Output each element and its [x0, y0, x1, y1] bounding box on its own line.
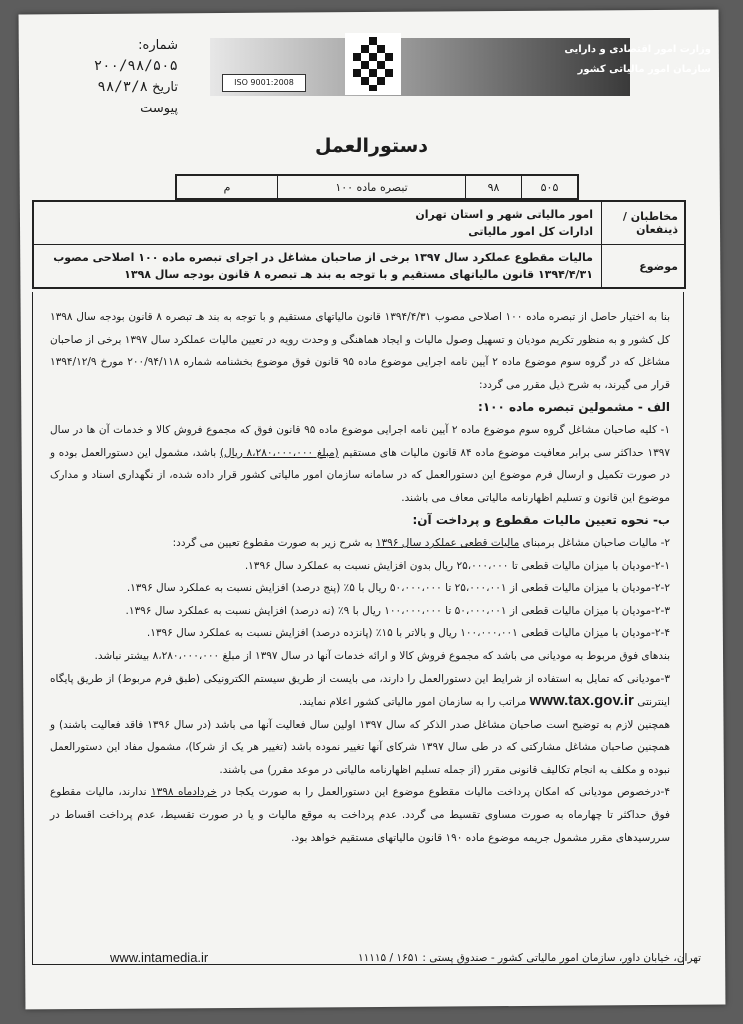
recipients-row — [34, 202, 684, 245]
letter-date: ۹۸/۳/۸ — [97, 79, 148, 95]
date-label: تاریخ — [152, 80, 178, 95]
b2-text: ۲- مالیات صاحبان مشاغل برمبنای — [519, 536, 670, 549]
letter-reference — [58, 35, 178, 119]
ref-subject: تبصره ماده ۱۰۰ — [277, 176, 465, 198]
paragraph-b3 — [50, 668, 670, 714]
letter-number: ۲۰۰/۹۸/۵۰۵ — [93, 58, 178, 74]
metadata-table — [32, 200, 686, 289]
subject-label: موضوع — [601, 245, 684, 287]
subject-row — [34, 245, 684, 287]
number-label: شماره: — [138, 38, 178, 53]
reference-table — [175, 174, 579, 200]
ministry-name: وزارت امور اقتصادی و دارایی — [564, 44, 711, 55]
ref-type: م — [223, 180, 231, 194]
b2-text-end: به شرح زیر به صورت مقطوع تعیین می گردد: — [172, 536, 376, 549]
clause-2-2: ۲-۲-مودیان با میزان مالیات قطعی از ۲۵،۰۰۰،۰۰۱ تا ۵۰،۰۰۰،۰۰۰ ریال با ۵٪ (پنج درصد) افزایش نسبت به عملکرد سال ۱۳۹۶. — [126, 582, 670, 595]
paragraph-a1 — [50, 419, 670, 509]
clause-2-4: ۲-۴-مودیان با میزان مالیات قطعی ۱۰۰،۰۰۰،۰۰۱ ریال و بالاتر با ۱۵٪ (پانزده درصد) افزایش نسبت به عملکرد سال ۱۳۹۶. — [146, 627, 670, 640]
a1-text-end: باشد، مشمول این دستورالعمل بوده و در صورت تکمیل و ارسال فرم موضوع این دستورالعمل که در سامانه سازمان امور مالیاتی کشور قرار داده شده، از نگهداری اسناد و مدارک موضوع این قانون و تسلیم اظهارنامه مالیاتی معاف می باشند. — [50, 446, 670, 504]
recipient-item: ادارات کل امور مالیاتی — [468, 225, 593, 238]
clause-2-note: بندهای فوق مربوط به مودیانی می باشد که مجموع فروش کالا و ارائه خدمات آنها در سال ۱۳۹۷ از مبلغ ۸،۲۸۰،۰۰۰،۰۰۰ بیشتر نباشد. — [94, 649, 670, 662]
clause-2-1: ۲-۱-مودیان با میزان مالیات قطعی تا ۲۵،۰۰۰،۰۰۰ ریال بدون افزایش نسبت به عملکرد سال ۱۳۹۶. — [244, 559, 670, 572]
document-body — [50, 306, 670, 849]
recipient-item: امور مالیاتی شهر و استان تهران — [415, 208, 593, 221]
tax-website-link[interactable]: www.tax.gov.ir — [529, 692, 634, 710]
b3-text: ۳-مودیانی که تمایل به استفاده از شرایط این دستورالعمل را دارند، می بایست از طریق سیستم الکترونیکی (طبق فرم مربوط) از طریق پایگاه اینترنتی — [50, 672, 670, 709]
a1-text: ۱- کلیه صاحبان مشاغل گروه سوم موضوع ماده ۲ آیین نامه اجرایی موضوع ماده ۹۵ قانون فوق که مجموع فروش کالا و خدمات آن ها در سال ۱۳۹۷ حداکثر سی برابر معافیت موضوع ماده ۸۴ قانون مالیات های مستقیم — [50, 423, 670, 459]
document-title: دستورالعمل — [314, 135, 429, 157]
footer-address: تهران، خیابان داور، سازمان امور مالیاتی کشور - صندوق پستی : ۱۶۵۱ / ۱۱۱۱۵ — [358, 952, 701, 964]
paragraph-b4 — [50, 781, 670, 849]
b4-text: ۴-درخصوص مودیانی که امکان پرداخت مالیات مقطوع موضوع این دستورالعمل را به صورت یکجا در — [216, 786, 670, 799]
letterhead-text — [564, 40, 711, 80]
recipients-value — [34, 202, 601, 244]
b3-text-end: مراتب را به سازمان امور مالیاتی کشور اعلام نمایند. — [298, 696, 527, 709]
organization-logo-icon — [345, 33, 401, 95]
intro-paragraph: بنا به اختیار حاصل از تبصره ماده ۱۰۰ اصلاحی مصوب ۱۳۹۴/۴/۳۱ قانون مالیاتهای مستقیم و با توجه به بند هـ تبصره ۸ قانون بودجه سال ۱۳۹۸ کل کشور و به منظور تکریم مودیان و تسهیل وصول مالیات و ایجاد هماهنگی و وحدت رویه در تعیین مالیات عملکرد سال ۱۳۹۷ برخی از صاحبان مشاغل که در گروه سوم موضوع ماده ۲ آیین نامه اجرایی موضوع ماده ۹۵ قانون فوق موضوع بخشنامه شماره ۲۰۰/۹۴/۱۱۸ مورخ ۱۳۹۴/۱۲/۹ قرار می گیرند، به شرح ذیل مقرر می گردد: — [50, 311, 671, 391]
b4-text-end: ندارند، مالیات مقطوع فوق حداکثر تا چهارماه به صورت مساوی تقسیط می گردد. عدم پرداخت به موقع مالیات و یا در صورت تقسیط، عدم پرداخت اقساط در سررسیدهای مقرر مشمول جریمه موضوع ماده ۱۹۰ قانون مالیاتهای مستقیم خواهد بود. — [50, 786, 670, 844]
paragraph-b2 — [50, 532, 670, 555]
recipients-label: مخاطبان / ذینفعان — [601, 202, 684, 244]
subject-value: مالیات مقطوع عملکرد سال ۱۳۹۷ برخی از صاحبان مشاغل در اجرای تبصره ماده ۱۰۰ اصلاحی مصوب ۱۳۹۴/۴/۳۱ قانون مالیاتهای مستقیم و با توجه به بند هـ تبصره ۸ قانون بودجه سال ۱۳۹۸ — [53, 251, 593, 281]
ref-year: ۹۸ — [465, 176, 521, 198]
organization-name: سازمان امور مالیاتی کشور — [577, 64, 711, 75]
section-a-heading: الف - مشمولین تبصره ماده ۱۰۰: — [478, 400, 670, 415]
iso-badge: ISO 9001:2008 — [222, 74, 306, 92]
note-paragraph: همچنین لازم به توضیح است صاحبان مشاغل صدر الذکر که سال ۱۳۹۷ اولین سال فعالیت آنها می باشد (در سال ۱۳۹۶ فاقد فعالیت باشند) و همچنین صاحبان مشاغل مشارکتی که در طی سال ۱۳۹۷ شرکای آنها تغییر نموده باشد (تغییر هر یک از شرکا)، مشمول مفاد این دستورالعمل نبوده و مکلف به انجام تکالیف قانونی مقرر (از جمله تسلیم اظهارنامه مالیاتی در موعد مقرر) می باشند. — [50, 718, 671, 776]
footer-website: www.intamedia.ir — [110, 950, 209, 965]
a1-amount: (مبلغ ۸،۲۸۰،۰۰۰،۰۰۰ ریال) — [219, 446, 339, 459]
ref-code: ۵۰۵ — [521, 176, 577, 198]
clause-2-3: ۲-۳-مودیان با میزان مالیات قطعی از ۵۰،۰۰۰،۰۰۱ تا ۱۰۰،۰۰۰،۰۰۰ ریال با ۹٪ (نه درصد) افزایش نسبت به عملکرد سال ۱۳۹۶. — [125, 604, 670, 617]
b4-underlined: خردادماه ۱۳۹۸ — [150, 786, 217, 799]
b2-underlined: مالیات قطعی عملکرد سال ۱۳۹۶ — [375, 536, 520, 549]
attachment-label: پیوست — [140, 101, 178, 116]
section-b-heading: ب- نحوه تعیین مالیات مقطوع و پرداخت آن: — [412, 513, 670, 528]
